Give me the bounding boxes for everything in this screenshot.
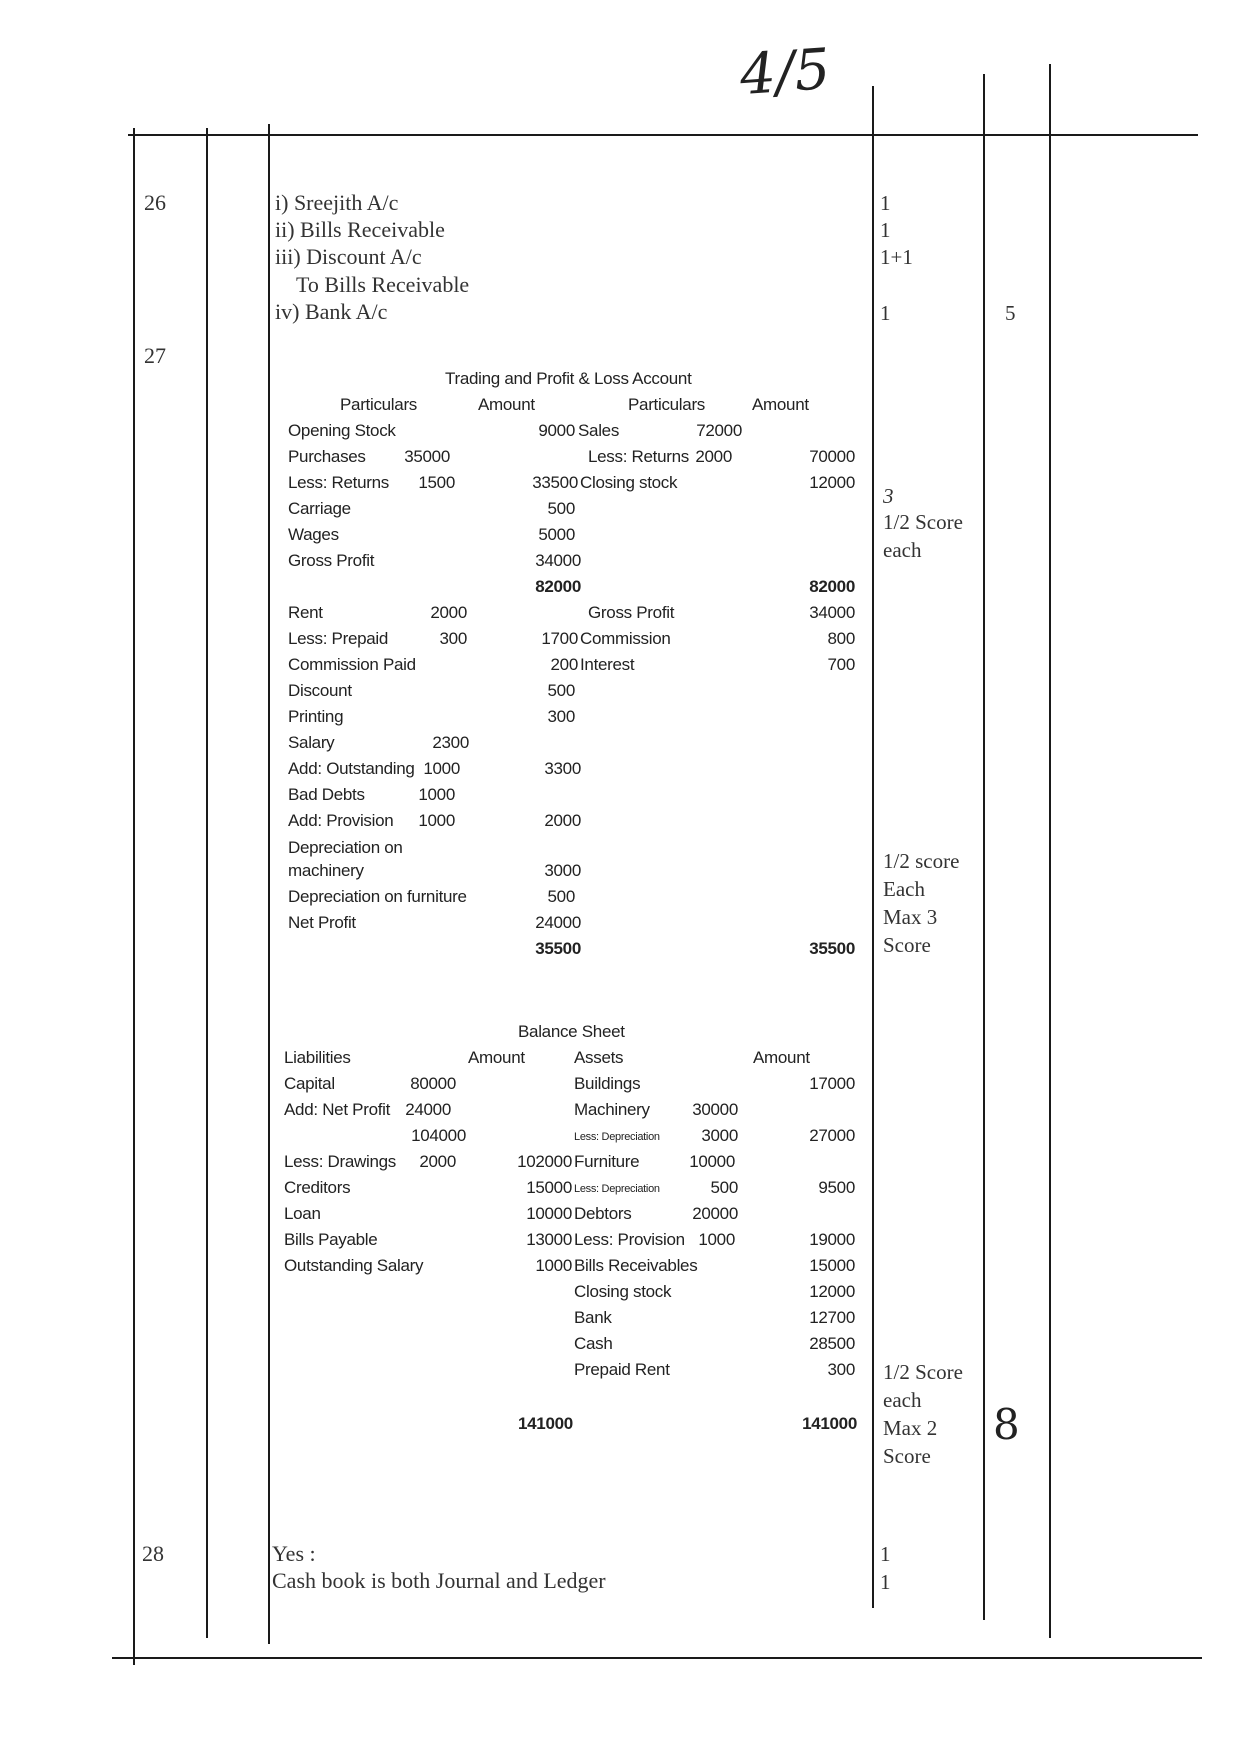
q27-score-a-1: 3: [883, 484, 894, 508]
balance-header-amount-liabilities: Amount: [468, 1048, 525, 1067]
page-mark: 4/5: [737, 36, 833, 109]
liability-label: Capital: [284, 1074, 335, 1093]
trading-header-particulars-credit: Particulars: [628, 395, 706, 414]
trading-debit-amount: 9000: [538, 421, 575, 440]
pl-debit-amount: 300: [547, 707, 575, 726]
liability-amount: 10000: [526, 1204, 572, 1223]
asset-amount: 9500: [818, 1178, 855, 1197]
asset-label: Debtors: [574, 1204, 632, 1223]
q27-score-b-2: Each: [883, 877, 925, 901]
pl-net-profit: Net Profit: [288, 913, 356, 932]
q26-score-4: 1: [880, 301, 891, 325]
trading-credit-label: Closing stock: [580, 473, 678, 492]
trading-debit-label: Gross Profit: [288, 551, 375, 570]
pl-debit-label: Printing: [288, 707, 344, 726]
q27-score-b-4: Score: [883, 933, 931, 957]
q27-score-a-3: each: [883, 538, 922, 562]
asset-sub: 1000: [698, 1230, 735, 1249]
pl-debit-amount: 500: [547, 681, 575, 700]
asset-label: Prepaid Rent: [574, 1360, 670, 1379]
pl-debit-sub: 300: [439, 629, 467, 648]
pl-debit-sub: 2000: [430, 603, 467, 622]
asset-amount: 19000: [809, 1230, 855, 1249]
q26-score-3: 1+1: [880, 245, 913, 269]
bottom-rule: [112, 1657, 1202, 1659]
trading-debit-amount: 33500: [532, 473, 578, 492]
q28-line-2: Cash book is both Journal and Ledger: [272, 1568, 606, 1593]
liability-label: Loan: [284, 1204, 321, 1223]
asset-sub: 30000: [692, 1100, 738, 1119]
pl-dep-machinery-line-1: Depreciation on: [288, 838, 403, 857]
asset-amount: 12700: [809, 1308, 855, 1327]
trading-debit-sub: 1500: [418, 473, 455, 492]
q27-score-c-3: Max 2: [883, 1416, 938, 1440]
question-number-27: 27: [144, 343, 166, 368]
q28-score-1: 1: [880, 1542, 891, 1566]
asset-amount: 300: [827, 1360, 855, 1379]
q26-score-2: 1: [880, 218, 891, 242]
margin-line-left: [133, 128, 135, 1665]
pl-debit-label: Add: Provision: [288, 811, 394, 830]
pl-debit-amount: 200: [550, 655, 578, 674]
pl-debit-label: Salary: [288, 733, 335, 752]
q27-score-b-3: Max 3: [883, 905, 938, 929]
q26-line-5: iv) Bank A/c: [275, 299, 388, 324]
trading-credit-label: Sales: [578, 421, 620, 440]
liability-label: Less: Drawings: [284, 1152, 397, 1171]
q27-score-c-2: each: [883, 1388, 922, 1412]
asset-label: Less: Provision: [574, 1230, 685, 1249]
liability-amount: 102000: [517, 1152, 572, 1171]
liability-amount: 15000: [526, 1178, 572, 1197]
trading-credit-sub: 72000: [696, 421, 742, 440]
q27-total: 8: [993, 1400, 1020, 1449]
liability-sub: 104000: [411, 1126, 466, 1145]
pl-debit-sub: 1000: [423, 759, 460, 778]
pl-debit-label: Bad Debts: [288, 785, 365, 804]
asset-amount: 28500: [809, 1334, 855, 1353]
balance-header-liabilities: Liabilities: [284, 1048, 351, 1067]
trading-debit-amount: 500: [547, 499, 575, 518]
liability-sub: 24000: [405, 1100, 451, 1119]
pl-net-profit-amount: 24000: [535, 913, 581, 932]
pl-debit-label: Less: Prepaid: [288, 629, 389, 648]
pl-credit-amount: 34000: [809, 603, 855, 622]
q26-line-3: iii) Discount A/c: [275, 244, 422, 269]
asset-label: Bills Receivables: [574, 1256, 698, 1275]
pl-total-credit: 35500: [809, 939, 855, 958]
asset-label: Furniture: [574, 1152, 640, 1171]
q28-score-2: 1: [880, 1570, 891, 1594]
trading-debit-label: Carriage: [288, 499, 351, 518]
pl-dep-machinery-line-2: machinery: [288, 861, 364, 880]
liability-amount: 13000: [526, 1230, 572, 1249]
trading-header-amount-debit: Amount: [478, 395, 535, 414]
content-column-line: [268, 124, 270, 1644]
pl-dep-furniture-amount: 500: [547, 887, 575, 906]
q27-score-c-4: Score: [883, 1444, 931, 1468]
asset-amount: 17000: [809, 1074, 855, 1093]
asset-amount: 12000: [809, 1282, 855, 1301]
trading-total-debit: 82000: [535, 577, 581, 596]
balance-header-amount-assets: Amount: [753, 1048, 810, 1067]
asset-label: Machinery: [574, 1100, 650, 1119]
asset-sub: 20000: [692, 1204, 738, 1223]
balance-sheet-title: Balance Sheet: [518, 1022, 625, 1041]
right-margin-line: [1049, 64, 1051, 1638]
asset-amount: 27000: [809, 1126, 855, 1145]
balance-total-liabilities: 141000: [518, 1414, 573, 1433]
asset-sub: 3000: [701, 1126, 738, 1145]
trading-header-amount-credit: Amount: [752, 395, 809, 414]
asset-label: Cash: [574, 1334, 613, 1353]
trading-debit-label: Less: Returns: [288, 473, 389, 492]
q26-line-4: To Bills Receivable: [296, 272, 470, 297]
q27-score-a-2: 1/2 Score: [883, 510, 963, 534]
pl-debit-label: Add: Outstanding: [288, 759, 415, 778]
liability-sub: 2000: [419, 1152, 456, 1171]
q28-line-1: Yes :: [272, 1541, 316, 1566]
pl-debit-label: Discount: [288, 681, 352, 700]
liability-label: Add: Net Profit: [284, 1100, 391, 1119]
score-column-line: [872, 86, 874, 1608]
trading-credit-amount: 12000: [809, 473, 855, 492]
asset-label: Closing stock: [574, 1282, 672, 1301]
q26-line-1: i) Sreejith A/c: [275, 190, 399, 215]
asset-label: Less: Depreciation: [574, 1183, 660, 1195]
trading-debit-label: Wages: [288, 525, 339, 544]
q27-score-b-1: 1/2 score: [883, 849, 960, 873]
liability-label: Creditors: [284, 1178, 351, 1197]
q27-score-c-1: 1/2 Score: [883, 1360, 963, 1384]
trading-credit-amount: 70000: [809, 447, 855, 466]
q26-line-2: ii) Bills Receivable: [275, 217, 445, 242]
pl-debit-amount: 3300: [544, 759, 581, 778]
asset-label: Bank: [574, 1308, 612, 1327]
trading-debit-amount: 34000: [535, 551, 581, 570]
total-column-line: [983, 74, 985, 1620]
liability-label: Bills Payable: [284, 1230, 378, 1249]
pl-debit-sub: 1000: [418, 811, 455, 830]
asset-amount: 15000: [809, 1256, 855, 1275]
trading-debit-sub: 35000: [404, 447, 450, 466]
liability-sub: 80000: [410, 1074, 456, 1093]
pl-debit-label: Rent: [288, 603, 323, 622]
question-number-28: 28: [142, 1541, 164, 1566]
pl-credit-amount: 700: [827, 655, 855, 674]
trading-debit-label: Opening Stock: [288, 421, 396, 440]
asset-sub: 500: [710, 1178, 738, 1197]
liability-label: Outstanding Salary: [284, 1256, 424, 1275]
pl-credit-label: Interest: [580, 655, 635, 674]
top-rule: [128, 134, 1198, 136]
number-column-line: [206, 128, 208, 1638]
pl-credit-label: Commission: [580, 629, 671, 648]
trading-header-particulars-debit: Particulars: [340, 395, 418, 414]
trading-debit-amount: 5000: [538, 525, 575, 544]
pl-debit-amount: 1700: [541, 629, 578, 648]
balance-header-assets: Assets: [574, 1048, 624, 1067]
pl-debit-sub: 2300: [432, 733, 469, 752]
asset-sub: 10000: [689, 1152, 735, 1171]
pl-credit-amount: 800: [827, 629, 855, 648]
balance-total-assets: 141000: [802, 1414, 857, 1433]
trading-debit-label: Purchases: [288, 447, 366, 466]
trading-credit-label: Less: Returns: [588, 447, 689, 466]
pl-dep-furniture: Depreciation on furniture: [288, 887, 467, 906]
q26-score-1: 1: [880, 191, 891, 215]
pl-dep-machinery-amount: 3000: [544, 861, 581, 880]
trading-credit-sub: 2000: [695, 447, 732, 466]
q26-total: 5: [1005, 301, 1016, 325]
pl-credit-label: Gross Profit: [588, 603, 675, 622]
pl-debit-sub: 1000: [418, 785, 455, 804]
trading-account-title: Trading and Profit & Loss Account: [445, 369, 692, 388]
asset-label: Less: Depreciation: [574, 1131, 660, 1143]
pl-debit-label: Commission Paid: [288, 655, 416, 674]
pl-total-debit: 35500: [535, 939, 581, 958]
pl-debit-amount: 2000: [544, 811, 581, 830]
trading-total-credit: 82000: [809, 577, 855, 596]
liability-amount: 1000: [535, 1256, 572, 1275]
question-number-26: 26: [144, 190, 166, 215]
asset-label: Buildings: [574, 1074, 641, 1093]
